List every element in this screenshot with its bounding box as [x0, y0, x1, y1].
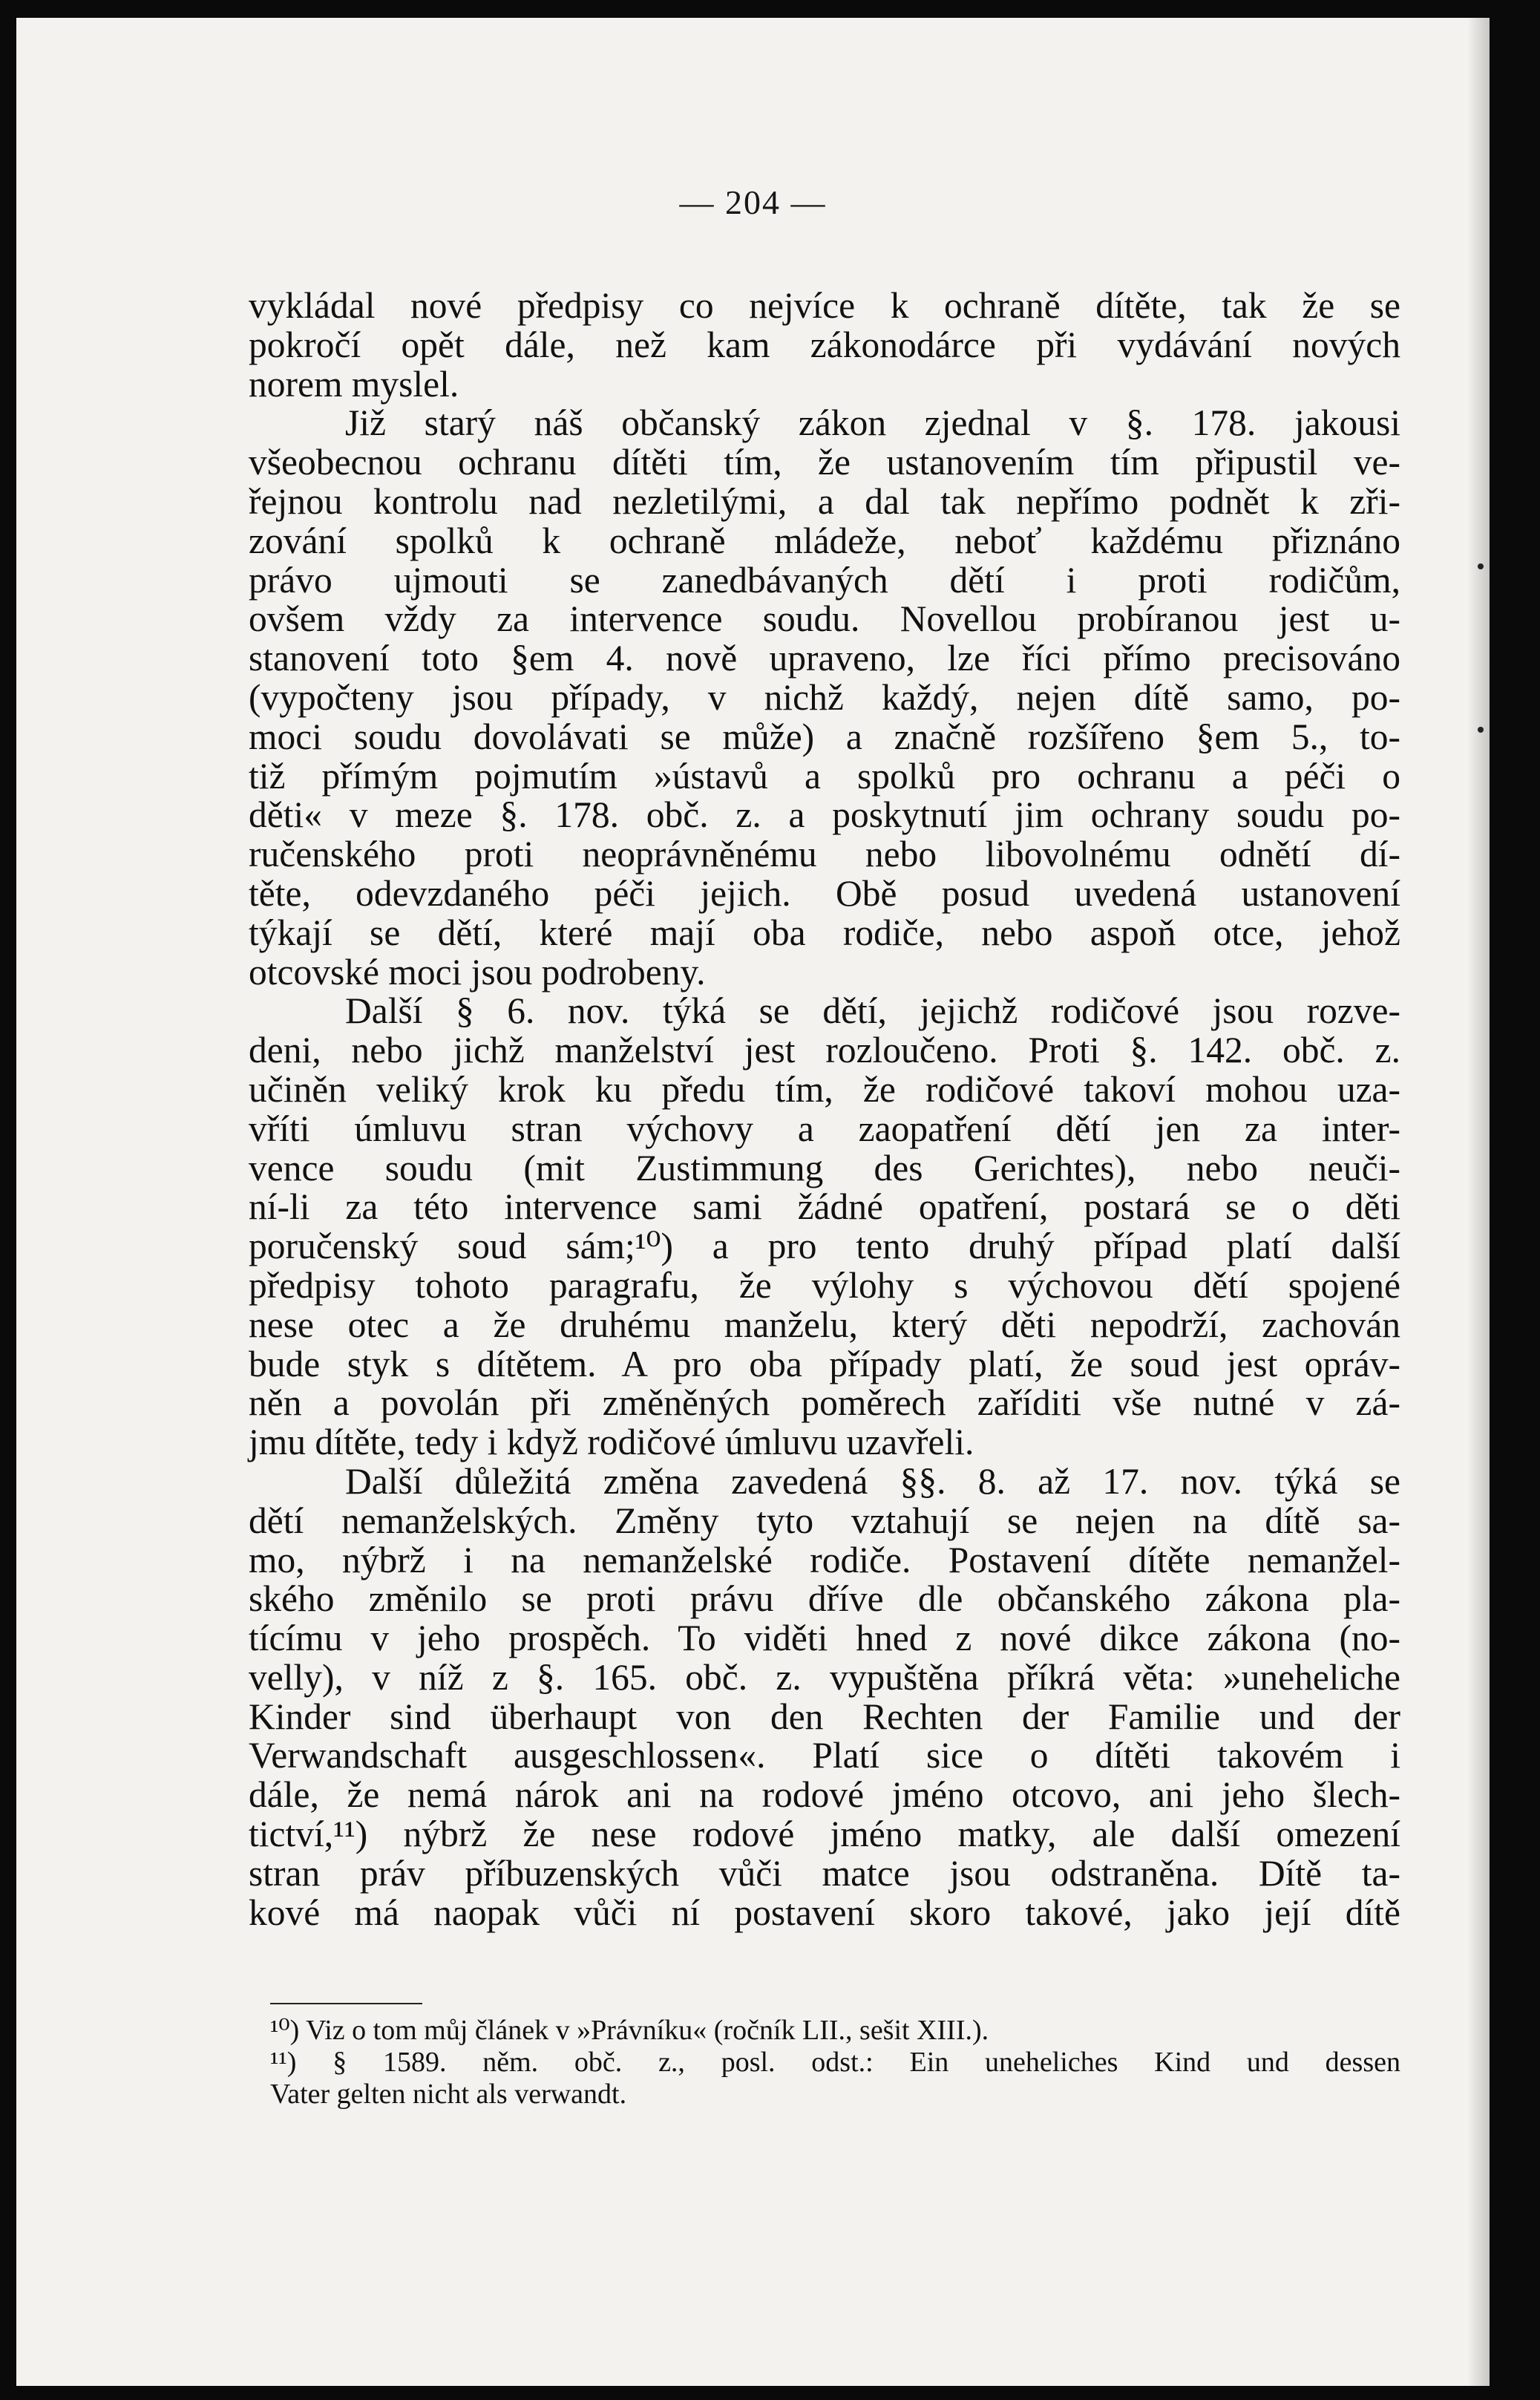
margin-speck: [1478, 727, 1484, 733]
text-line: tictví,¹¹) nýbrž že nese rodové jméno matky, ale další omezení: [249, 1814, 1400, 1855]
text-line: mo, nýbrž i na nemanželské rodiče. Postavení dítěte nemanžel-: [249, 1539, 1400, 1580]
text-line: jmu dítěte, tedy i když rodičové úmluvu uzavřeli.: [249, 1422, 974, 1463]
text-line: norem myslel.: [249, 363, 459, 405]
text-line: Již starý náš občanský zákon zjednal v §. 178. jakousi: [345, 402, 1400, 444]
text-line: tícímu v jeho prospěch. To viděti hned z nové dikce zákona (no-: [249, 1618, 1400, 1659]
text-line: řejnou kontrolu nad nezletilými, a dal tak nepřímo podnět k zři-: [249, 480, 1400, 522]
text-line: vykládal nové předpisy co nejvíce k ochraně dítěte, tak že se: [249, 285, 1400, 326]
text-line: týkají se dětí, které mají oba rodiče, nebo aspoň otce, jehož: [249, 912, 1400, 953]
text-line: deni, nebo jichž manželství jest rozloučeno. Proti §. 142. obč. z.: [249, 1030, 1400, 1071]
text-line: Kinder sind überhaupt von den Rechten der Familie und der: [249, 1696, 1400, 1737]
text-line: ručenského proti neoprávněnému nebo libovolnému odnětí dí-: [249, 834, 1400, 875]
footnote-divider: [270, 2003, 422, 2004]
text-line: Další § 6. nov. týká se dětí, jejichž rodičové jsou rozve-: [345, 990, 1400, 1032]
text-line: dále, že nemá nárok ani na rodové jméno otcovo, ani jeho šlech-: [249, 1774, 1400, 1816]
text-line: velly), v níž z §. 165. obč. z. vypuštěna příkrá věta: »uneheliche: [249, 1656, 1400, 1698]
text-line: kové má naopak vůči ní postavení skoro takové, jako její dítě: [249, 1891, 1400, 1933]
text-line: pokročí opět dále, než kam zákonodárce při vydávání nových: [249, 324, 1400, 365]
text-line: Verwandschaft ausgeschlossen«. Platí sice o dítěti takovém i: [249, 1735, 1400, 1776]
text-line: právo ujmouti se zanedbávaných dětí i proti rodičům,: [249, 559, 1400, 601]
text-line: dětí nemanželských. Změny tyto vztahují se nejen na dítě sa-: [249, 1500, 1400, 1541]
text-line: všeobecnou ochranu dítěti tím, že ustanovením tím připustil ve-: [249, 442, 1400, 483]
text-line: bude styk s dítětem. A pro oba případy platí, že soud jest opráv-: [249, 1343, 1400, 1384]
text-line: (vypočteny jsou případy, v nichž každý, nejen dítě samo, po-: [249, 676, 1400, 718]
text-line: učiněn veliký krok ku předu tím, že rodičové takoví mohou uza-: [249, 1068, 1400, 1110]
text-line: ní-li za této intervence sami žádné opatření, postará se o děti: [249, 1186, 1400, 1228]
text-line: stanovení toto §em 4. nově upraveno, lze říci přímo precisováno: [249, 638, 1400, 679]
footnote-10: ¹⁰) Viz o tom můj článek v »Právníku« (ročník LII., sešit XIII.).: [270, 2015, 989, 2046]
text-line: otcovské moci jsou podrobeny.: [249, 951, 706, 993]
text-line: ského změnilo se proti právu dříve dle občanského zákona pla-: [249, 1578, 1400, 1620]
text-line: nese otec a že druhému manželu, který děti nepodrží, zachován: [249, 1304, 1400, 1345]
text-line: vříti úmluvu stran výchovy a zaopatření dětí jen za inter-: [249, 1108, 1400, 1149]
text-line: stran práv příbuzenských vůči matce jsou odstraněna. Dítě ta-: [249, 1852, 1400, 1894]
footnotes: [270, 2015, 1400, 2110]
text-line: zování spolků k ochraně mládeže, neboť každému přiznáno: [249, 520, 1400, 561]
text-line: ovšem vždy za intervence soudu. Novellou probíranou jest u-: [249, 598, 1400, 640]
text-line: děti« v meze §. 178. obč. z. a poskytnutí jim ochrany soudu po-: [249, 794, 1400, 836]
text-line: těte, odevzdaného péči jejich. Obě posud uvedená ustanovení: [249, 872, 1400, 914]
text-line: tiž přímým pojmutím »ústavů a spolků pro ochranu a péči o: [249, 755, 1400, 797]
text-line: něn a povolán při změněných poměrech zaříditi vše nutné v zá-: [249, 1382, 1400, 1424]
footnote-11: ¹¹) § 1589. něm. obč. z., posl. odst.: Ein uneheliches Kind und dessen: [270, 2047, 1400, 2078]
text-line: poručenský soud sám;¹⁰) a pro tento druhý případ platí další: [249, 1226, 1400, 1267]
main-text: [249, 287, 1400, 1932]
text-line: moci soudu dovolávati se může) a značně rozšířeno §em 5., to-: [249, 716, 1400, 757]
text-line: Další důležitá změna zavedená §§. 8. až 17. nov. týká se: [345, 1460, 1400, 1502]
margin-speck: [1478, 563, 1484, 569]
footnote-11-continuation: Vater gelten nicht als verwandt.: [270, 2079, 627, 2110]
book-page: [16, 18, 1490, 2386]
page-number: — 204 —: [679, 183, 827, 221]
page-shadow: [1467, 18, 1490, 2386]
text-line: předpisy tohoto paragrafu, že výlohy s výchovou dětí spojené: [249, 1264, 1400, 1306]
text-line: vence soudu (mit Zustimmung des Gerichtes), nebo neuči-: [249, 1147, 1400, 1188]
